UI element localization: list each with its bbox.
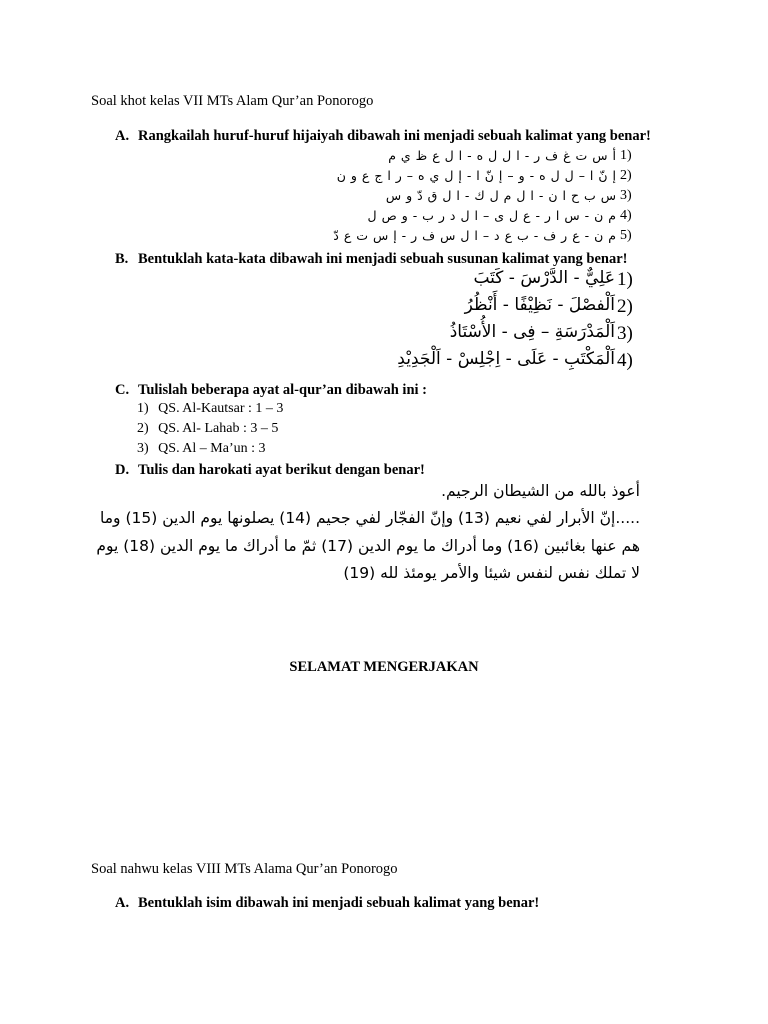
arabic-words: اَلْمَكْتَبِ - عَلَى - اِجْلِسْ - اَلْجَدِيْدِ (397, 349, 615, 369)
arabic-letters: أ س ت غ ف ر - ا ل ل ه - ا ل ع ظ ي م (388, 148, 616, 163)
list-item (300, 207, 640, 227)
item-number: 1) (620, 148, 632, 163)
section-b-letter: B. (115, 251, 129, 267)
item-number: 3) (617, 323, 633, 344)
item-number: 1) (137, 401, 149, 416)
section-a-heading: Bentuklah isim dibawah ini menjadi sebuah kalimat yang benar! (138, 895, 540, 911)
section-b-list (330, 268, 642, 376)
section-d-heading: Tulis dan harokati ayat berikut dengan benar! (138, 462, 425, 478)
arabic-letters: إ نّ ا – ل ل ه - و – إ نّ ا - إ ل ي ه – ر ا ج ع و ن (336, 168, 616, 183)
item-number: 5) (620, 228, 632, 243)
closing-text: SELAMAT MENGERJAKAN (289, 659, 479, 675)
section-b-heading: Bentuklah kata-kata dibawah ini menjadi sebuah susunan kalimat yang benar! (138, 251, 628, 267)
list-item (330, 349, 642, 376)
surah-reference: QS. Al – Ma’un : 3 (158, 441, 266, 456)
section-a-list (300, 147, 640, 247)
section-a-heading: Rangkailah huruf-huruf hijaiyah dibawah ini menjadi sebuah kalimat yang benar! (138, 128, 651, 144)
list-item (137, 441, 266, 457)
arabic-words: اَلْفصْلَ - نَظِيْفًا - أَنْظُرُ (464, 295, 615, 315)
list-item (300, 167, 640, 187)
list-item (300, 147, 640, 167)
arabic-line: هم عنها بغائبين (16) وما أدراك ما يوم الدين (17) ثمّ ما أدراك ما يوم الدين (18) يوم (96, 537, 640, 555)
section-c-heading: Tulislah beberapa ayat al-qur’an dibawah ini : (138, 382, 427, 398)
section-a-letter: A. (115, 128, 130, 144)
item-number: 4) (617, 350, 633, 371)
item-number: 2) (620, 168, 632, 183)
list-item (300, 187, 640, 207)
section-a-letter: A. (115, 895, 130, 911)
item-number: 4) (620, 208, 632, 223)
item-number: 1) (617, 269, 633, 290)
arabic-line: .....إنّ الأبرار لفي نعيم (13) وإنّ الفجّار لفي جحيم (14) يصلونها يوم الدين (15) وما (100, 509, 640, 527)
item-number: 3) (137, 441, 149, 456)
arabic-line: لا تملك نفس لنفس شيئا والأمر يومئذ لله (19) (343, 564, 640, 582)
item-number: 2) (617, 296, 633, 317)
item-number: 2) (137, 421, 149, 436)
arabic-line: أعوذ بالله من الشيطان الرجيم. (441, 482, 640, 500)
list-item (330, 295, 642, 322)
document-title: Soal khot kelas VII MTs Alam Qur’an Ponorogo (91, 93, 374, 109)
section-d-letter: D. (115, 462, 130, 478)
surah-reference: QS. Al- Lahab : 3 – 5 (158, 421, 279, 436)
arabic-words: عَلِيٌّ - الدَّرْسَ - كَتَبَ (473, 268, 615, 288)
arabic-letters: س ب ح ا ن - ا ل م ل ك - ا ل ق دّ و س (385, 188, 616, 203)
arabic-letters: م ن - س ا ر - ع ل ى – ا ل د ر ب - و ص ل (367, 208, 616, 223)
arabic-letters: م ن - ع ر ف - ب ع د – ا ل س ف ر - إ س ت ع دّ (333, 228, 616, 243)
list-item (330, 322, 642, 349)
list-item (137, 421, 278, 437)
item-number: 3) (620, 188, 632, 203)
surah-reference: QS. Al-Kautsar : 1 – 3 (158, 401, 284, 416)
list-item (300, 227, 640, 247)
list-item (137, 401, 283, 417)
list-item (330, 268, 642, 295)
section-c-letter: C. (115, 382, 130, 398)
document-title: Soal nahwu kelas VIII MTs Alama Qur’an Ponorogo (91, 861, 398, 877)
arabic-words: اَلْمَدْرَسَةِ – فِى - الأُسْتَاذُ (449, 322, 615, 342)
